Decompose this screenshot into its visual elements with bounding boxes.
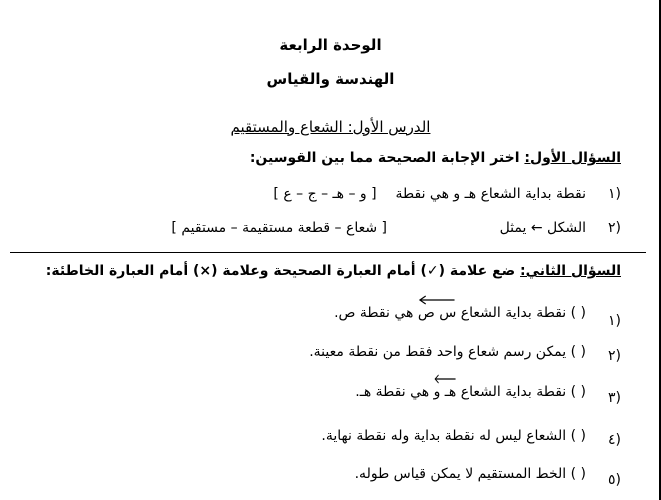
section-divider (10, 252, 646, 253)
q2-item5-text: ( ) الخط المستقيم لا يمكن قياس طوله. (354, 466, 586, 482)
question1-label: السؤال الأول: (524, 150, 621, 166)
q1-item1-text (273, 186, 586, 202)
question2-prompt: ضع علامة (✓) أمام العبارة الصحيحة وعلامة (×) أمام العبارة الخاطئة: (45, 263, 516, 279)
q2-item1-ray-label: س ص (417, 305, 457, 321)
unit-title: الوحدة الرابعة (279, 36, 382, 54)
q2-item1-after: هي نقطة ص. (334, 305, 418, 321)
q1-item1-choices: [ و – هـ – ج – ع ] (273, 186, 377, 202)
question2-label: السؤال الثاني: (520, 263, 621, 279)
ray-symbol-waw (434, 384, 457, 400)
q2-item3-number: ٣) (608, 390, 621, 406)
ray-arrow-icon (434, 374, 457, 384)
q2-item1-number: ١) (608, 313, 621, 329)
q2-item1-text (334, 305, 586, 321)
q2-item5-number: ٥) (608, 472, 621, 488)
q1-item1-statement: نقطة بداية الشعاع هـ و هي نقطة (395, 186, 586, 202)
subject-title: الهندسة والقياس (266, 70, 395, 88)
ray-symbol-sad (418, 305, 456, 321)
ray-arrow-icon (418, 295, 456, 305)
q2-item4-text: ( ) الشعاع ليس له نقطة بداية وله نقطة نهاية. (321, 428, 586, 444)
q2-item3-ray-label: هـ و (433, 384, 457, 400)
q2-item1-before: ( ) نقطة بداية الشعاع (456, 305, 586, 321)
question1-prompt: اختر الإجابة الصحيحة مما بين القوسين: (249, 150, 520, 166)
lesson-title (0, 118, 661, 136)
question2-heading (46, 263, 621, 279)
q2-item2-number: ٢) (608, 348, 621, 364)
q2-item2-text: ( ) يمكن رسم شعاع واحد فقط من نقطة معينة. (309, 344, 586, 360)
q2-item4-number: ٤) (608, 432, 621, 448)
q1-item1-number: ١) (608, 186, 621, 202)
q1-item2-number: ٢) (608, 220, 621, 236)
q1-item2-choices: [ شعاع – قطعة مستقيمة – مستقيم ] (171, 220, 387, 236)
question1-heading (250, 150, 621, 166)
q2-item3-text (355, 384, 586, 400)
q2-item3-before: ( ) نقطة بداية الشعاع (456, 384, 586, 400)
lesson-title-text: الدرس الأول: الشعاع والمستقيم (230, 118, 431, 136)
q2-item3-after: هي نقطة هـ. (355, 384, 434, 400)
q1-item2-statement: الشكل ← يمثل (499, 220, 586, 236)
